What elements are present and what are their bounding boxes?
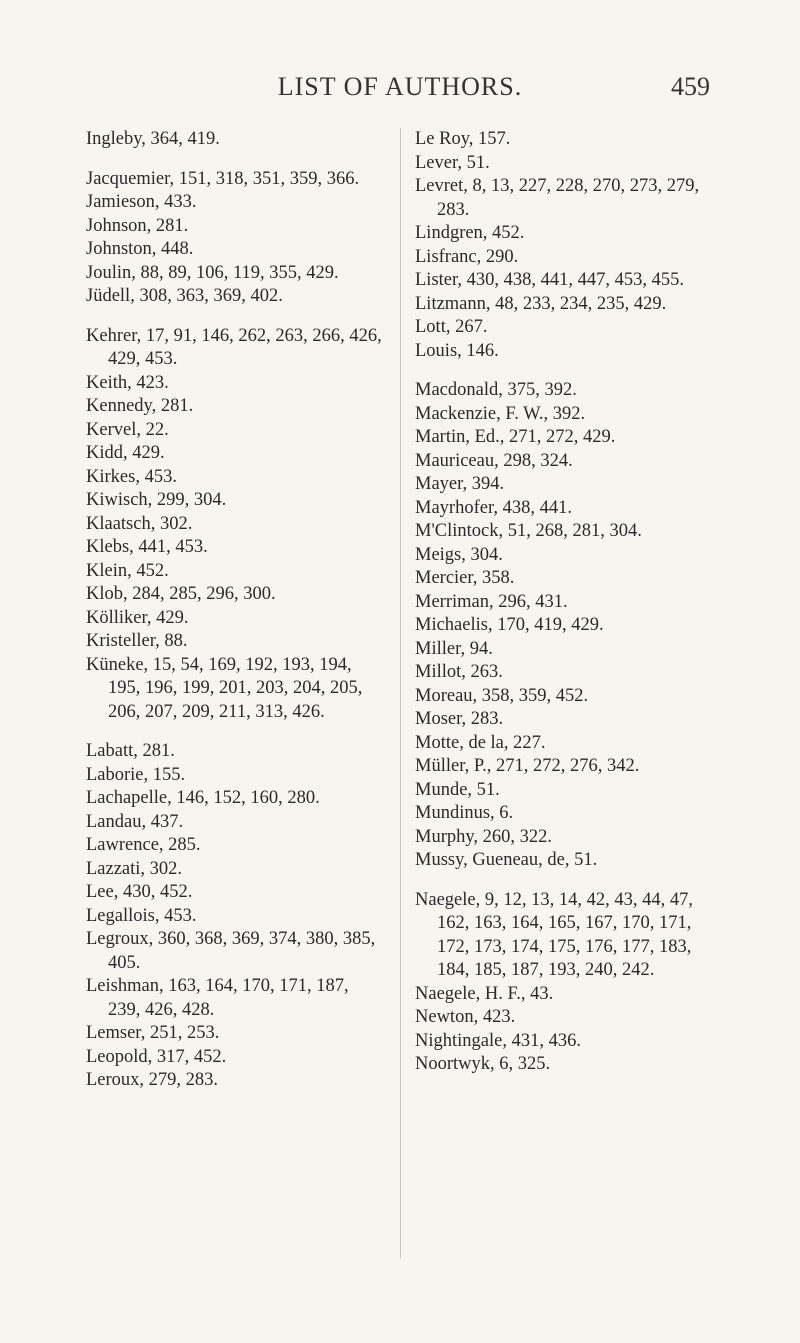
index-entry: Murphy, 260, 322. [415, 826, 553, 847]
index-entry: M'Clintock, 51, 268, 281, 304. [415, 521, 642, 541]
index-entry: Kristeller, 88. [86, 631, 188, 651]
index-entry: Klob, 284, 285, 296, 300. [86, 584, 276, 604]
index-entry: Johnston, 448. [86, 239, 194, 259]
index-entry: Labatt, 281. [86, 741, 175, 761]
left-column [86, 128, 384, 1109]
index-entry: Motte, de la, 227. [415, 732, 546, 753]
index-entry: Ingleby, 364, 419. [86, 129, 220, 149]
index-entry: Jüdell, 308, 363, 369, 402. [86, 286, 283, 306]
index-entry: Jamieson, 433. [86, 192, 197, 212]
index-entry: Mundinus, 6. [415, 803, 514, 823]
index-entry: Mayrhofer, 438, 441. [415, 497, 572, 518]
index-entry: Kervel, 22. [86, 419, 169, 440]
index-entry: Leroux, 279, 283. [86, 1070, 219, 1090]
letter-group [86, 740, 384, 1093]
index-entry: Lister, 430, 438, 441, 447, 453, 455. [415, 270, 685, 290]
index-entry: Noortwyk, 6, 325. [415, 1054, 551, 1074]
index-entry: Lachapelle, 146, 152, 160, 280. [86, 788, 320, 808]
index-entry: Le Roy, 157. [415, 129, 511, 149]
index-entry: Klaatsch, 302. [86, 513, 193, 534]
index-entry: Küneke, 15, 54, 169, 192, 193, 194, 195, 196, 199, 201, 203, 204, 205, 206, 207, 209, 211, 313, 426. [86, 654, 363, 722]
index-entry: Lawrence, 285. [86, 835, 201, 855]
column-divider [400, 128, 401, 1258]
index-entry: Mauriceau, 298, 324. [415, 450, 573, 471]
index-entry: Leopold, 317, 452. [86, 1046, 227, 1067]
index-entry: Landau, 437. [86, 811, 184, 832]
index-entry: Mussy, Gueneau, de, 51. [415, 850, 598, 870]
index-entry: Lisfranc, 290. [415, 246, 519, 267]
index-entry: Lee, 430, 452. [86, 882, 193, 902]
index-entry: Naegele, 9, 12, 13, 14, 42, 43, 44, 47, 162, 163, 164, 165, 167, 170, 171, 172, 173, 174, 175, 176, 177, 183, 184, 185, 187, 193, 240, 242. [415, 889, 693, 980]
index-entry: Martin, Ed., 271, 272, 429. [415, 427, 616, 447]
index-entry: Levret, 8, 13, 227, 228, 270, 273, 279, 283. [415, 176, 700, 220]
index-entry: Mayer, 394. [415, 474, 505, 494]
index-entry: Litzmann, 48, 233, 234, 235, 429. [415, 293, 667, 314]
index-entry: Munde, 51. [415, 779, 500, 800]
index-entry: Newton, 423. [415, 1007, 516, 1027]
index-entry: Mercier, 358. [415, 568, 515, 588]
index-entry: Kennedy, 281. [86, 396, 194, 416]
index-entry: Lindgren, 452. [415, 223, 525, 243]
index-entry: Kirkes, 453. [86, 466, 177, 487]
index-entry: Leishman, 163, 164, 170, 171, 187, 239, 426, 428. [86, 976, 349, 1020]
index-entry: Kehrer, 17, 91, 146, 262, 263, 266, 426, 429, 453. [86, 325, 382, 369]
index-entry: Keith, 423. [86, 372, 169, 393]
letter-group [415, 128, 715, 363]
right-column [415, 128, 715, 1093]
index-entry: Louis, 146. [415, 340, 499, 361]
letter-group [86, 325, 384, 725]
index-entry: Naegele, H. F., 43. [415, 983, 554, 1004]
index-entry: Macdonald, 375, 392. [415, 380, 577, 400]
index-entry: Michaelis, 170, 419, 429. [415, 615, 604, 635]
index-entry: Millot, 263. [415, 662, 503, 682]
index-entry: Legroux, 360, 368, 369, 374, 380, 385, 405. [86, 929, 376, 973]
index-entry: Merriman, 296, 431. [415, 591, 568, 612]
index-entry: Lott, 267. [415, 317, 488, 337]
index-entry: Nightingale, 431, 436. [415, 1030, 581, 1051]
index-entry: Legallois, 453. [86, 905, 197, 926]
letter-group [86, 128, 384, 152]
index-entry: Klein, 452. [86, 560, 169, 581]
index-entry: Moreau, 358, 359, 452. [415, 685, 589, 706]
index-entry: Lemser, 251, 253. [86, 1023, 220, 1043]
index-entry: Lazzati, 302. [86, 858, 183, 879]
index-entry: Kölliker, 429. [86, 607, 189, 628]
letter-group [415, 889, 715, 1077]
index-entry: Joulin, 88, 89, 106, 119, 355, 429. [86, 262, 339, 283]
index-entry: Müller, P., 271, 272, 276, 342. [415, 756, 640, 776]
letter-group [86, 168, 384, 309]
index-entry: Meigs, 304. [415, 544, 503, 565]
running-title: LIST OF AUTHORS. [277, 72, 523, 101]
index-entry: Mackenzie, F. W., 392. [415, 403, 586, 424]
index-entry: Johnson, 281. [86, 215, 189, 236]
index-entry: Klebs, 441, 453. [86, 537, 208, 557]
page-header [0, 72, 800, 112]
page-number: 459 [671, 72, 710, 101]
index-entry: Laborie, 155. [86, 764, 186, 785]
index-entry: Kidd, 429. [86, 443, 165, 463]
index-entry: Lever, 51. [415, 152, 490, 173]
index-entry: Moser, 283. [415, 709, 504, 729]
index-entry: Miller, 94. [415, 638, 493, 659]
letter-group [415, 379, 715, 873]
index-entry: Jacquemier, 151, 318, 351, 359, 366. [86, 168, 360, 189]
index-entry: Kiwisch, 299, 304. [86, 490, 227, 510]
